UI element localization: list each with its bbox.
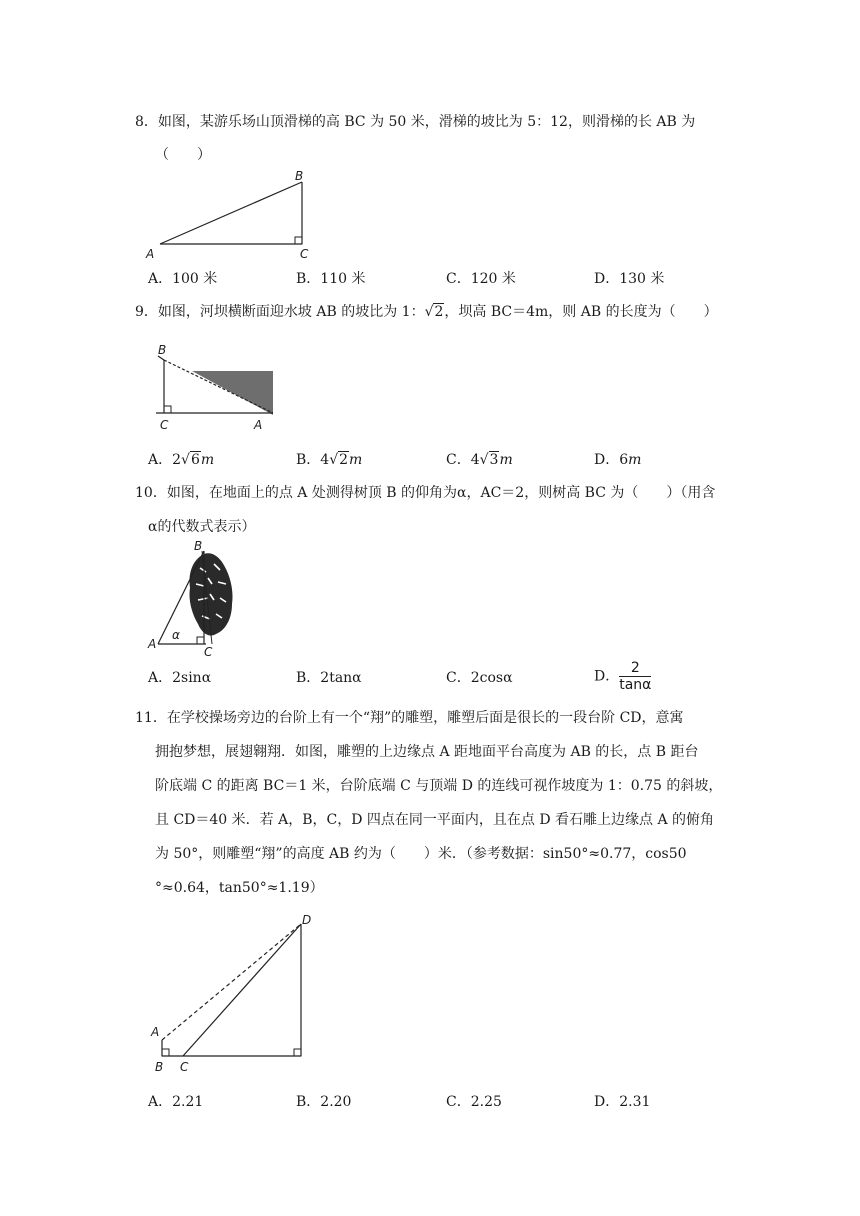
q9-option-c-rad: 3 <box>489 452 499 468</box>
q9-option-d-pre: D．6 <box>594 452 629 468</box>
q11-text-line4: 且 CD＝40 米．若 A，B，C，D 四点在同一平面内，且在点 D 看石雕上边缘点 A 的俯角 <box>155 812 715 828</box>
q9-option-d[interactable] <box>594 450 641 470</box>
q10-label-c: C <box>204 645 213 659</box>
q10-option-a[interactable]: A．2sinα <box>148 670 212 686</box>
q9-option-a-pre: A．2 <box>148 452 182 468</box>
q11-text-line5: 为 50°，则雕塑“翔”的高度 AB 约为（ ）米．（参考数据：sin50°≈0.77，cos50 <box>155 846 687 862</box>
q11-text-line3: 阶底端 C 的距离 BC＝1 米，台阶底端 C 与顶端 D 的连线可视作坡度为 1：0.75 的斜坡， <box>155 778 723 794</box>
sqrt-icon: √3 <box>479 452 499 468</box>
q10-label-b: B <box>194 539 203 553</box>
q11-option-a[interactable]: A．2.21 <box>148 1094 204 1110</box>
q10-option-d-pre: D． <box>594 668 620 685</box>
sqrt-icon: √2 <box>329 452 349 468</box>
q8-option-a[interactable]: A．100 米 <box>148 271 218 287</box>
q10-option-c[interactable]: C．2cosα <box>446 670 513 686</box>
q8-text-line1: 8．如图，某游乐场山顶滑梯的高 BC 为 50 米，滑梯的坡比为 5：12，则滑梯的长 AB 为 <box>135 114 696 130</box>
q11-option-c[interactable]: C．2.25 <box>446 1094 502 1110</box>
q9-text-after: ，坝高 BC＝4m，则 AB 的长度为（ ） <box>444 304 718 320</box>
q10-label-alpha: α <box>172 628 180 642</box>
q9-text-before: 9．如图，河坝横断面迎水坡 AB 的坡比为 1： <box>135 304 425 320</box>
sqrt-icon: √6 <box>181 452 200 468</box>
q9-option-a[interactable] <box>148 450 214 470</box>
q10-option-d-den: tanα <box>619 677 652 693</box>
q9-label-c: C <box>160 418 169 432</box>
q11-figure <box>145 908 320 1078</box>
q11-text-line6: °≈0.64，tan50°≈1.19） <box>155 880 324 896</box>
tree-icon <box>189 553 232 635</box>
q8-label-b: B <box>295 169 304 183</box>
q9-option-b-unit: m <box>349 452 363 468</box>
q10-option-d-num: 2 <box>619 660 651 677</box>
q8-option-c[interactable]: C．120 米 <box>446 271 516 287</box>
q9-option-b-pre: B．4 <box>296 452 330 468</box>
q11-text-line2: 拥抱梦想，展翅翱翔．如图，雕塑的上边缘点 A 距地面平台高度为 AB 的长，点 B 距台 <box>155 744 699 760</box>
q10-label-a: A <box>148 637 157 651</box>
q9-option-c-pre: C．4 <box>446 452 480 468</box>
sqrt-icon: √2 <box>424 304 444 320</box>
q8-text-line2: （ ） <box>155 147 211 163</box>
q10-text-line2: α的代数式表示） <box>148 519 256 535</box>
q11-option-b[interactable]: B．2.20 <box>296 1094 352 1110</box>
q9-option-b-rad: 2 <box>339 452 349 468</box>
q10-text-line1: 10．如图，在地面上的点 A 处测得树顶 B 的仰角为α，AC＝2，则树高 BC 为（ ）（用含 <box>135 485 716 501</box>
q8-label-c: C <box>300 247 309 261</box>
q9-option-d-unit: m <box>628 452 642 468</box>
q11-option-d[interactable]: D．2.31 <box>594 1094 651 1110</box>
q8-option-d[interactable]: D．130 米 <box>594 271 665 287</box>
q10-option-b[interactable]: B．2tanα <box>296 670 362 686</box>
q8-option-b[interactable]: B．110 米 <box>296 271 366 287</box>
q9-figure <box>150 340 280 435</box>
q11-text-line1: 11．在学校操场旁边的台阶上有一个“翔”的雕塑，雕塑后面是很长的一段台阶 CD，意寓 <box>135 710 684 726</box>
q11-label-c: C <box>180 1060 189 1074</box>
q9-radicand: 2 <box>434 304 444 320</box>
q9-option-c[interactable] <box>446 450 513 470</box>
q11-label-a: A <box>151 1025 160 1039</box>
q9-label-b: B <box>158 343 167 357</box>
q10-option-d-fraction <box>619 660 651 693</box>
q9-option-a-unit: m <box>200 452 215 468</box>
q8-figure <box>140 168 320 263</box>
q8-label-a: A <box>146 247 155 261</box>
q10-figure <box>140 538 250 658</box>
q10-option-d[interactable] <box>594 660 651 693</box>
q9-label-a: A <box>254 418 263 432</box>
q9-text <box>135 302 718 322</box>
q11-label-d: D <box>302 913 312 927</box>
q9-option-a-rad: 6 <box>190 452 200 468</box>
q9-option-c-unit: m <box>499 452 513 468</box>
q9-option-b[interactable] <box>296 450 362 470</box>
q11-label-b: B <box>155 1060 164 1074</box>
